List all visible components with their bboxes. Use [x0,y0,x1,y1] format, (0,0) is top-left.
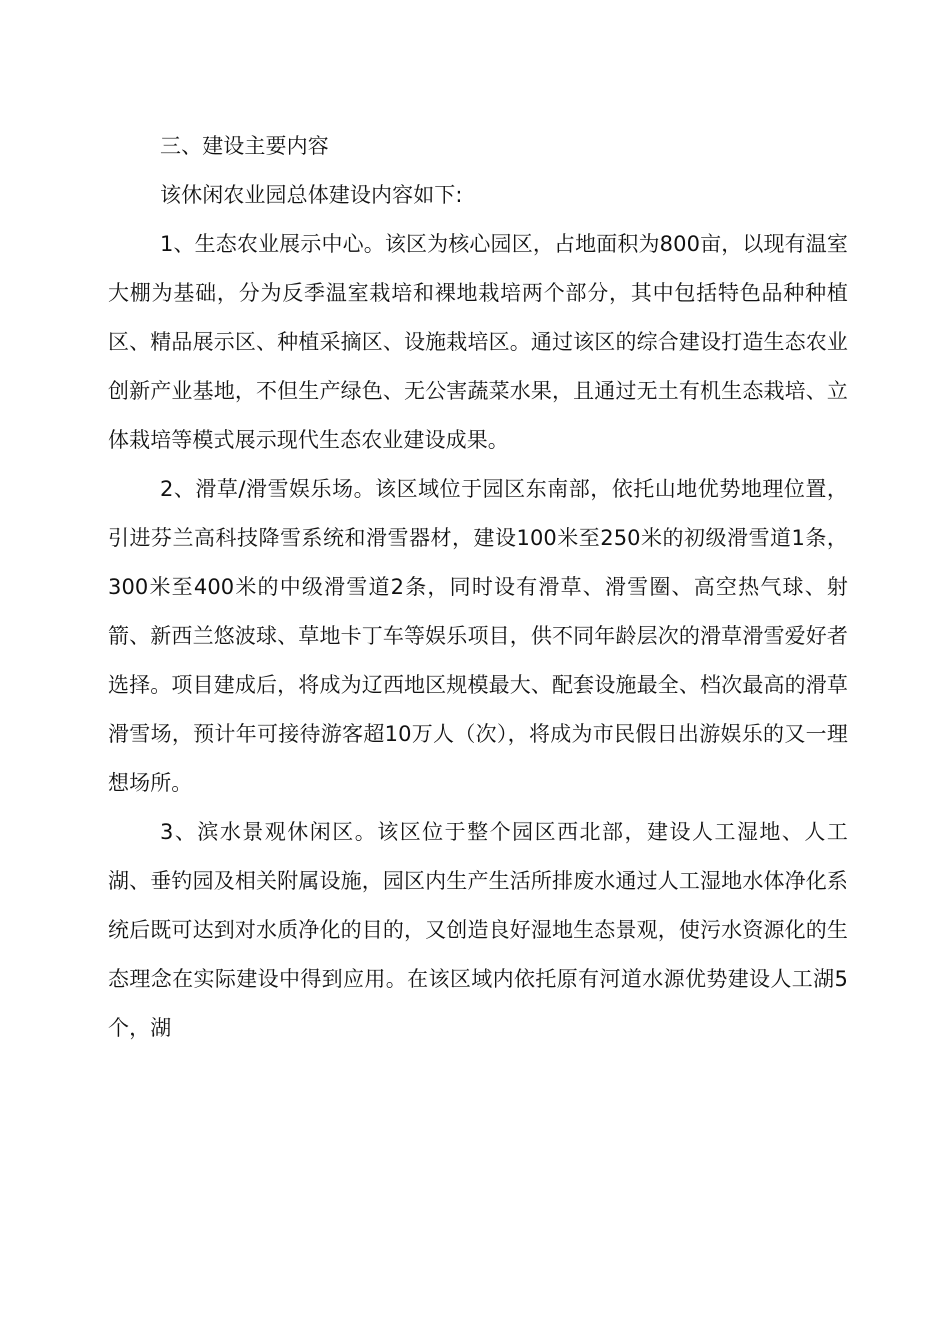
paragraph-ski-grass-park: 2、滑草/滑雪娱乐场。该区域位于园区东南部，依托山地优势地理位置，引进芬兰高科技降雪系统和滑雪器材，建设100米至250米的初级滑雪道1条，300米至400米的中级滑雪道2条，同时设有滑草、滑雪圈、高空热气球、射箭、新西兰悠波球、草地卡丁车等娱乐项目，供不同年龄层次的滑草滑雪爱好者选择。项目建成后，将成为辽西地区规模最大、配套设施最全、档次最高的滑草滑雪场，预计年可接待游客超10万人（次），将成为市民假日出游娱乐的又一理想场所。 [108,477,848,795]
paragraph-eco-agriculture-center: 1、生态农业展示中心。该区为核心园区，占地面积为800亩，以现有温室大棚为基础，分为反季温室栽培和裸地栽培两个部分，其中包括特色品种种植区、精品展示区、种植采摘区、设施栽培区。通过该区的综合建设打造生态农业创新产业基地，不但生产绿色、无公害蔬菜水果，且通过无土有机生态栽培、立体栽培等模式展示现代生态农业建设成果。 [108,232,848,452]
paragraph-waterfront-leisure-area: 3、滨水景观休闲区。该区位于整个园区西北部，建设人工湿地、人工湖、垂钓园及相关附属设施，园区内生产生活所排废水通过人工湿地水体净化系统后既可达到对水质净化的目的，又创造良好湿地生态景观，使污水资源化的生态理念在实际建设中得到应用。在该区域内依托原有河道水源优势建设人工湖5个，湖 [108,820,848,1040]
intro-paragraph: 该休闲农业园总体建设内容如下: [160,183,463,207]
document-body [108,122,848,1053]
section-heading: 三、建设主要内容 [160,134,329,158]
